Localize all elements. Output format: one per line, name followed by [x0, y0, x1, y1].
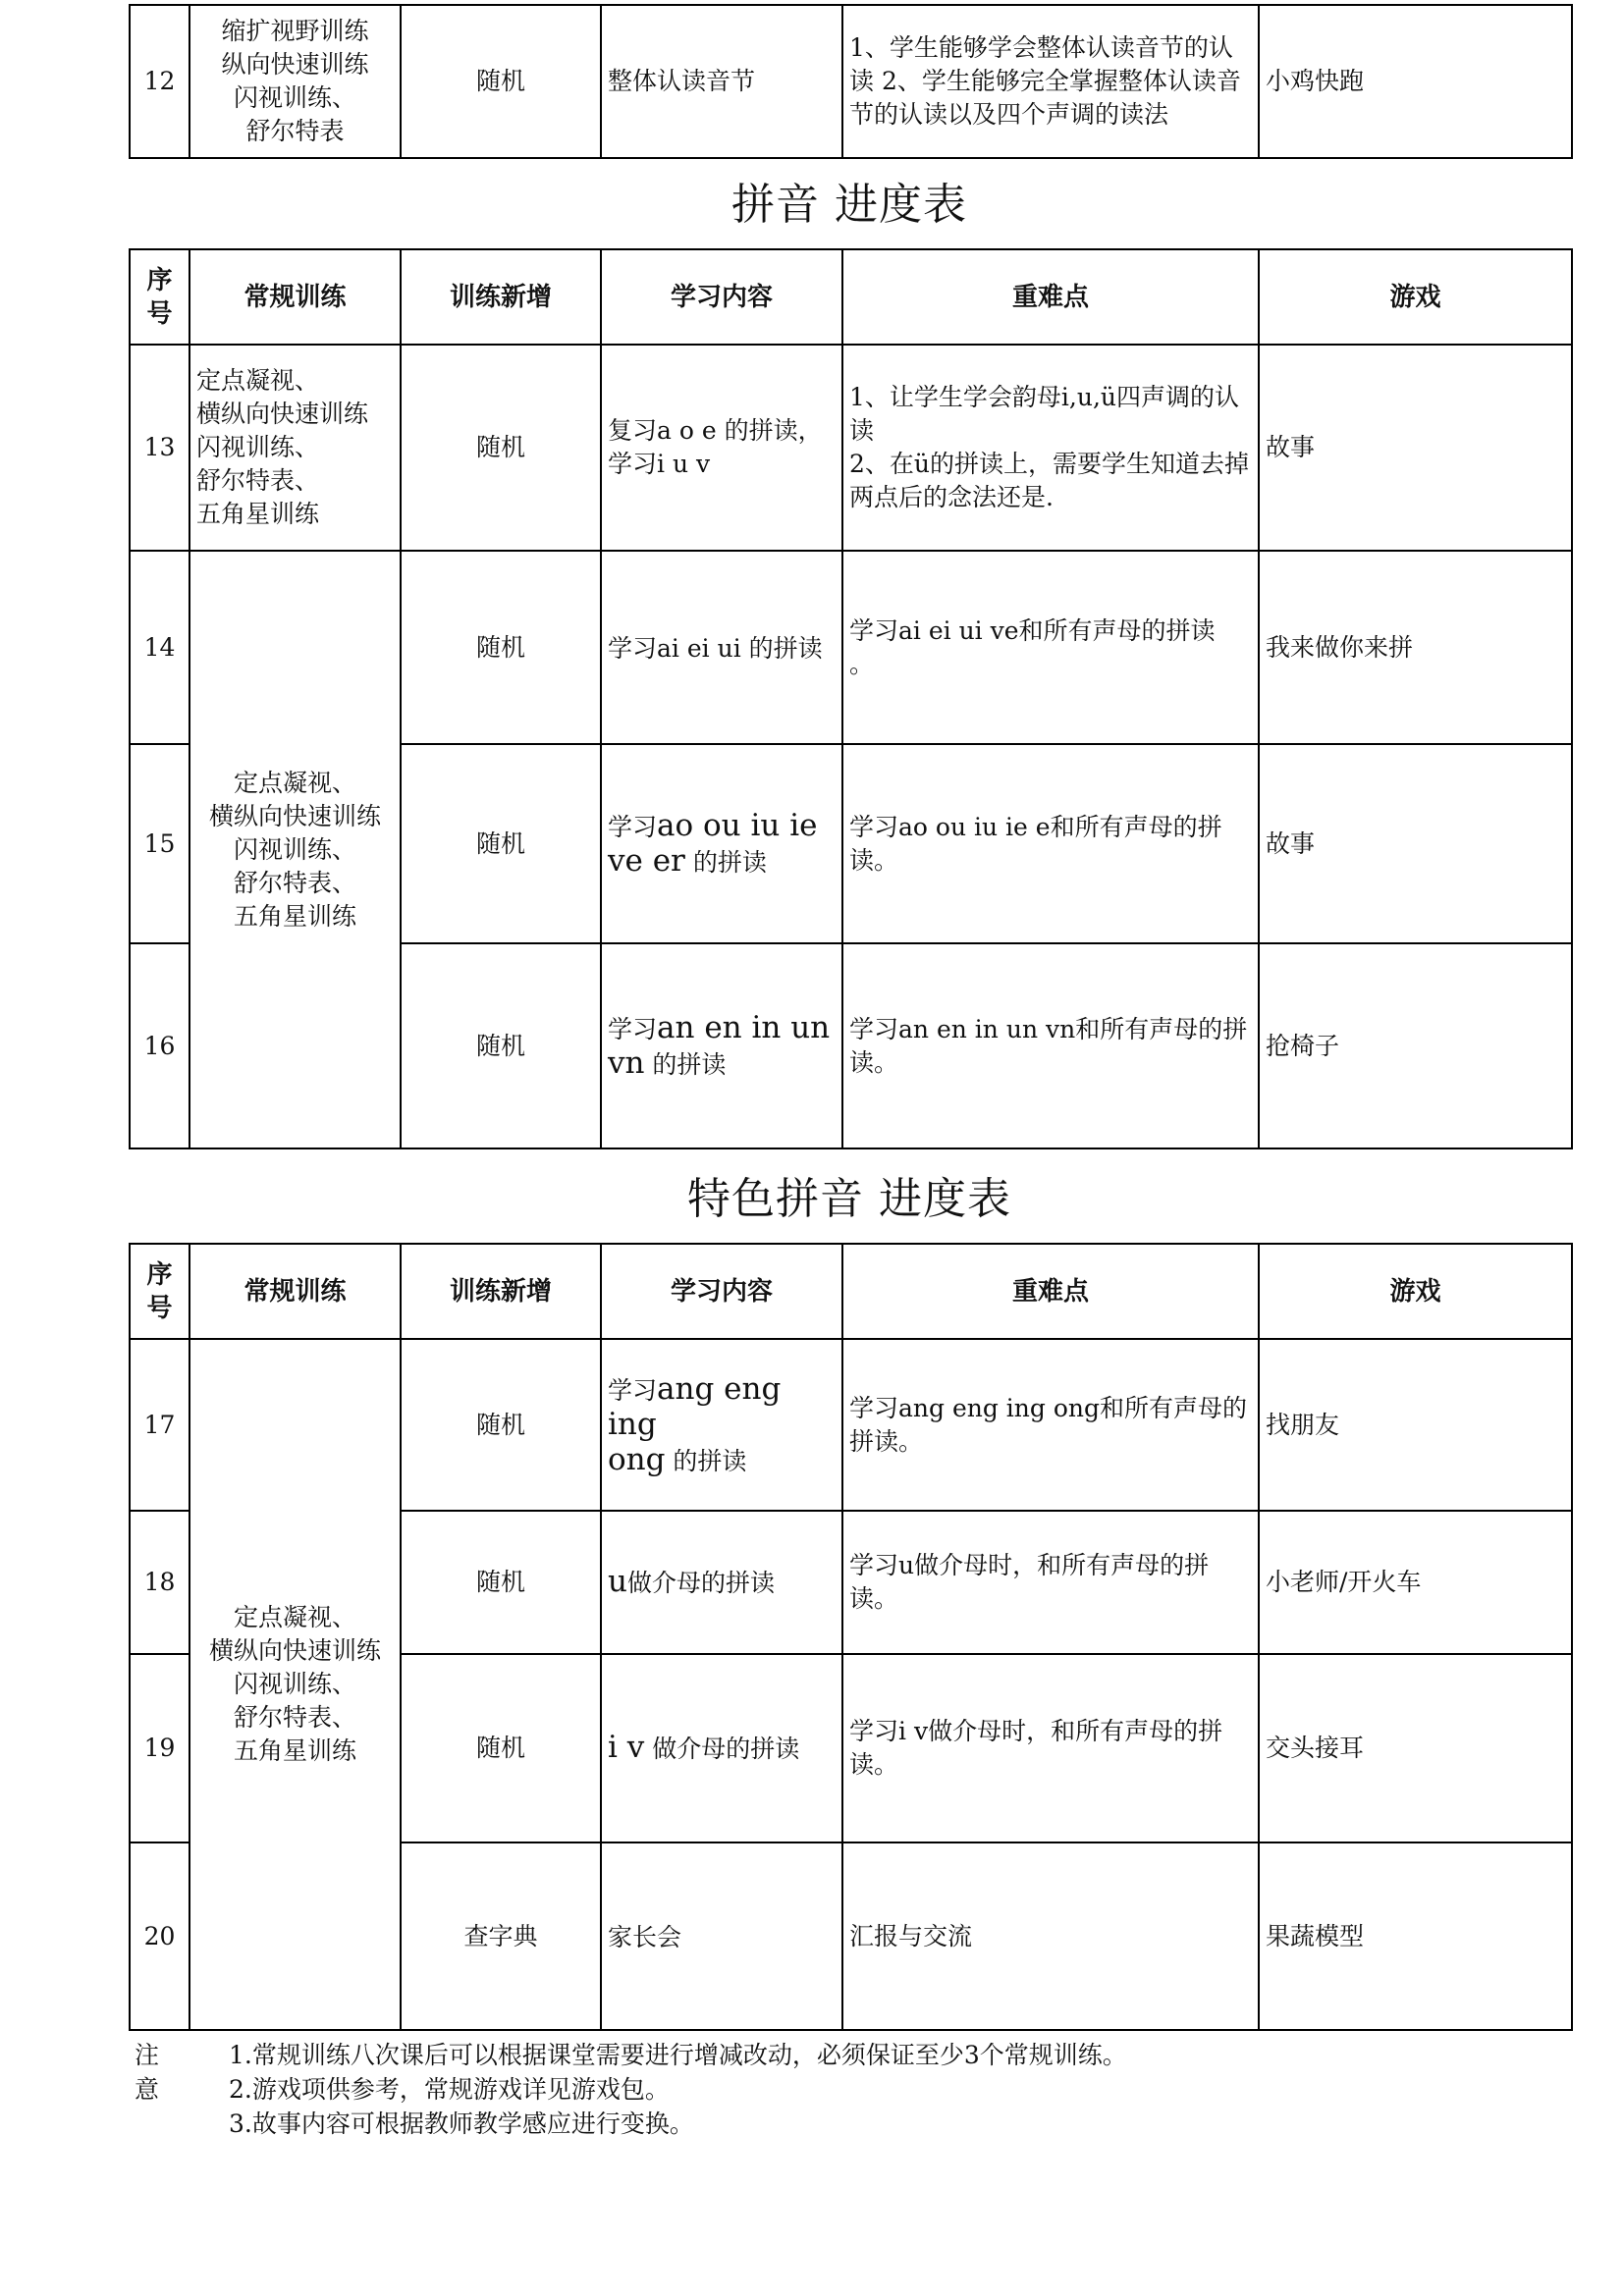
study-content: 复习a o e 的拼读， 学习i u v	[601, 345, 842, 551]
header-key: 重难点	[842, 249, 1259, 345]
routine-training: 定点凝视、 横纵向快速训练 闪视训练、 舒尔特表、 五角星训练	[189, 1339, 401, 2030]
study-content	[601, 1654, 842, 1842]
new-training: 随机	[401, 744, 601, 943]
key-points: 学习ang eng ing ong和所有声母的拼读。	[842, 1339, 1259, 1511]
content-suffix: 做介母的拼读	[644, 1735, 800, 1763]
header-routine: 常规训练	[189, 249, 401, 345]
game: 找朋友	[1259, 1339, 1572, 1511]
header-content: 学习内容	[601, 249, 842, 345]
table-header-row	[130, 1244, 1572, 1339]
row-number: 14	[130, 551, 189, 744]
game: 故事	[1259, 345, 1572, 551]
study-content	[601, 744, 842, 943]
header-number: 序号	[130, 1244, 189, 1339]
table-row	[130, 551, 1572, 744]
study-content	[601, 1339, 842, 1511]
new-training: 随机	[401, 943, 601, 1148]
new-training: 查字典	[401, 1842, 601, 2030]
content-pinyin: ao ou iu ie ve er	[608, 807, 818, 879]
row-number: 19	[130, 1654, 189, 1842]
key-points: 1、学生能够学会整体认读音节的认读 2、学生能够完全掌握整体认读音节的认读以及四个声调的读法	[842, 5, 1259, 158]
row-number: 18	[130, 1511, 189, 1654]
new-training: 随机	[401, 1511, 601, 1654]
header-game: 游戏	[1259, 1244, 1572, 1339]
content-suffix: 做介母的拼读	[626, 1569, 775, 1597]
row-number: 17	[130, 1339, 189, 1511]
content-pinyin: an en in un vn	[608, 1009, 831, 1081]
content-prefix: 学习	[608, 1014, 658, 1043]
new-training: 随机	[401, 1654, 601, 1842]
content-suffix: 的拼读	[665, 1446, 747, 1475]
notes-list	[229, 2038, 1127, 2141]
table-header-row	[130, 249, 1572, 345]
row-number: 13	[130, 345, 189, 551]
note-item: 2.游戏项供参考，常规游戏详见游戏包。	[229, 2075, 670, 2104]
game: 抢椅子	[1259, 943, 1572, 1148]
header-new: 训练新增	[401, 1244, 601, 1339]
content-suffix: 的拼读	[684, 847, 767, 877]
study-content	[601, 1511, 842, 1654]
header-game: 游戏	[1259, 249, 1572, 345]
content-suffix: 的拼读	[644, 1049, 727, 1079]
header-new: 训练新增	[401, 249, 601, 345]
key-points: 学习u做介母时，和所有声母的拼读。	[842, 1511, 1259, 1654]
game: 果蔬模型	[1259, 1842, 1572, 2030]
study-content	[601, 943, 842, 1148]
header-routine: 常规训练	[189, 1244, 401, 1339]
routine-training: 缩扩视野训练 纵向快速训练 闪视训练、 舒尔特表	[189, 5, 401, 158]
top-table	[129, 4, 1573, 159]
new-training: 随机	[401, 551, 601, 744]
game: 交头接耳	[1259, 1654, 1572, 1842]
content-suffix: ai ei ui 的拼读	[657, 633, 823, 663]
game: 小鸡快跑	[1259, 5, 1572, 158]
header-number: 序号	[130, 249, 189, 345]
table-row	[130, 1339, 1572, 1511]
routine-training: 定点凝视、 横纵向快速训练 闪视训练、 舒尔特表、 五角星训练	[189, 345, 401, 551]
key-points: 学习ao ou iu ie e和所有声母的拼读。	[842, 744, 1259, 943]
content-prefix: 学习	[608, 812, 658, 841]
row-number: 15	[130, 744, 189, 943]
new-training: 随机	[401, 1339, 601, 1511]
game: 故事	[1259, 744, 1572, 943]
study-content	[601, 1842, 842, 2030]
new-training: 随机	[401, 5, 601, 158]
key-points: 学习ai ei ui ve和所有声母的拼读 。	[842, 551, 1259, 744]
notes-label: 注意	[135, 2041, 160, 2104]
note-item: 1.常规训练八次课后可以根据课堂需要进行增减改动，必须保证至少3个常规训练。	[229, 2041, 1127, 2069]
study-content: 整体认读音节	[601, 5, 842, 158]
special-table	[129, 1243, 1573, 2031]
routine-training: 定点凝视、 横纵向快速训练 闪视训练、 舒尔特表、 五角星训练	[189, 551, 401, 1148]
study-content	[601, 551, 842, 744]
game: 小老师/开火车	[1259, 1511, 1572, 1654]
key-points: 汇报与交流	[842, 1842, 1259, 2030]
key-points: 学习an en in un vn和所有声母的拼读。	[842, 943, 1259, 1148]
row-number: 16	[130, 943, 189, 1148]
key-points: 1、让学生学会韵母i,u,ü四声调的认读 2、在ü的拼读上，需要学生知道去掉两点后的念法还是.	[842, 345, 1259, 551]
content-prefix: 学习	[608, 633, 658, 663]
note-item: 3.故事内容可根据教师教学感应进行变换。	[229, 2109, 694, 2138]
table-row	[130, 345, 1572, 551]
content-prefix: 学习	[608, 1375, 658, 1405]
row-number: 12	[130, 5, 189, 158]
header-content: 学习内容	[601, 1244, 842, 1339]
content-pinyin: ang eng ing ong	[608, 1370, 782, 1477]
key-points: 学习i v做介母时，和所有声母的拼读。	[842, 1654, 1259, 1842]
header-key: 重难点	[842, 1244, 1259, 1339]
row-number: 20	[130, 1842, 189, 2030]
content-suffix: 家长会	[608, 1922, 682, 1951]
game: 我来做你来拼	[1259, 551, 1572, 744]
pinyin-table	[129, 248, 1573, 1149]
special-table-title: 特色拼音 进度表	[687, 1174, 1011, 1224]
new-training: 随机	[401, 345, 601, 551]
content-pinyin: i v	[608, 1730, 645, 1765]
table-row	[130, 5, 1572, 158]
pinyin-table-title: 拼音 进度表	[731, 180, 967, 230]
content-pinyin: u	[608, 1564, 627, 1599]
